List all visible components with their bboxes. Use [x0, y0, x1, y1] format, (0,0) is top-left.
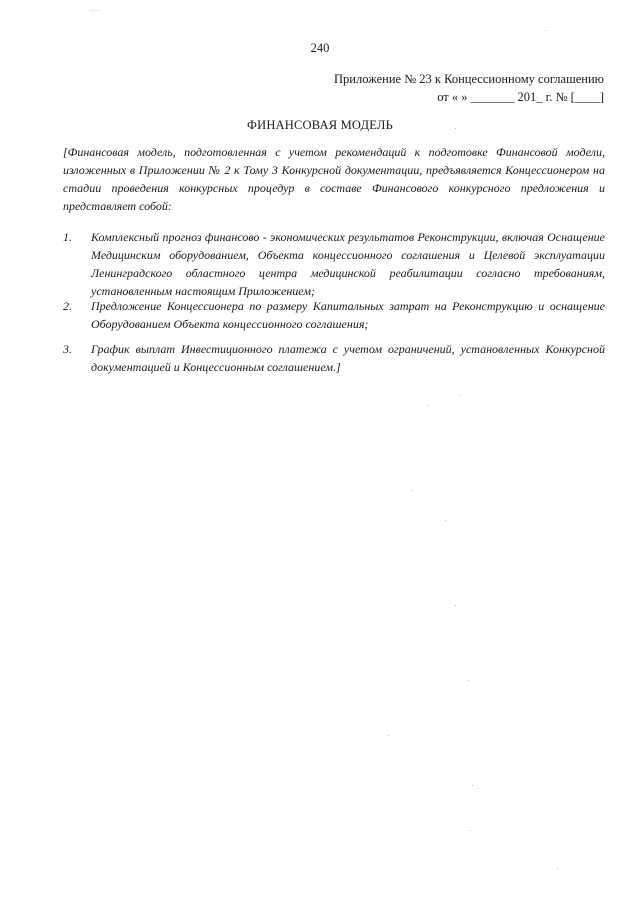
scan-speck: [428, 405, 429, 406]
scan-speck: [460, 395, 461, 396]
page-number: 240: [310, 41, 330, 55]
list-item-text: Предложение Концессионера по размеру Капитальных затрат на Реконструкцию и оснащение Оборудованием Объекта концессионного соглашения;: [91, 299, 605, 331]
scan-speck: [468, 680, 469, 681]
scan-speck: [455, 128, 456, 129]
scan-speck: [388, 735, 389, 736]
scan-speck: [545, 30, 546, 31]
scan-speck: [557, 868, 558, 869]
scan-speck: [445, 520, 446, 521]
list-item-text: Комплексный прогноз финансово - экономических результатов Реконструкции, включая Оснащение Медицинским оборудованием, Объекта концессионного соглашения и Целевой эксплуатации Ленинградского областного центра медицинской реабилитации согласно требованиям, установленным настоящим Приложением;: [91, 230, 605, 298]
document-title: ФИНАНСОВАЯ МОДЕЛЬ: [247, 118, 393, 132]
list-item-text: График выплат Инвестиционного платежа с учетом ограничений, установленных Конкурсной документацией и Концессионным соглашением.]: [91, 342, 605, 374]
scan-speck: [472, 785, 473, 786]
appendix-title-line: Приложение № 23 к Концессионному соглашению: [334, 72, 604, 86]
list-item-number: 3.: [63, 342, 72, 356]
appendix-header: [334, 70, 604, 106]
scan-corner-mark: ~~~~: [90, 8, 101, 13]
intro-paragraph: [Финансовая модель, подготовленная с учетом рекомендаций к подготовке Финансовой модели, изложенных в Приложении № 2 к Тому 3 Конкурсной документации, предъявляется Концессионером на стадии проведения конкурсных процедур в составе Финансового конкурсного предложения и представляет собой:: [63, 145, 605, 213]
scan-speck: [412, 490, 413, 491]
list-item: [63, 297, 605, 333]
list-item-number: 2.: [63, 299, 72, 313]
scan-speck: [470, 830, 471, 831]
list-item: [63, 340, 605, 376]
appendix-date-line: от « » _______ 201_ г. № [____]: [437, 90, 604, 104]
list-item-number: 1.: [63, 230, 72, 244]
list-item: [63, 228, 605, 300]
scan-speck: [455, 605, 456, 606]
